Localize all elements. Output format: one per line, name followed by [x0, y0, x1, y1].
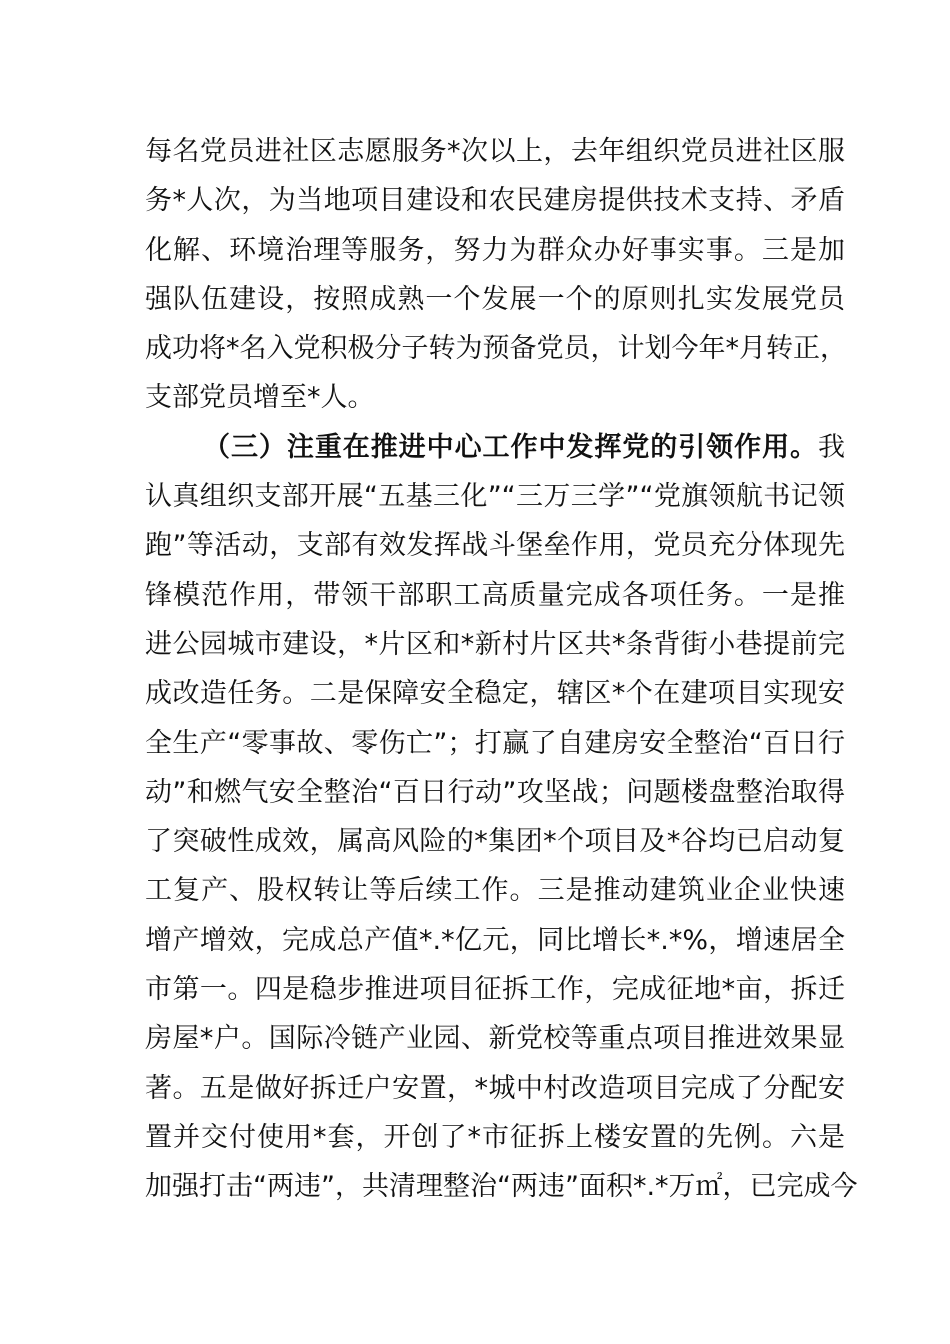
- paragraph-line: 强队伍建设，按照成熟一个发展一个的原则扎实发展党员: [145, 283, 845, 315]
- paragraph-line: 增产增效，完成总产值*.*亿元，同比增长*.*%，增速居全: [145, 924, 845, 956]
- paragraph-line: 锋模范作用，带领干部职工高质量完成各项任务。一是推: [145, 579, 845, 611]
- paragraph-line: 成改造任务。二是保障安全稳定，辖区*个在建项目实现安: [145, 678, 845, 710]
- paragraph-line: 房屋*户。国际冷链产业园、新党校等重点项目推进效果显: [145, 1023, 845, 1055]
- paragraph-line: 成功将*名入党积极分子转为预备党员，计划今年*月转正，: [145, 333, 847, 365]
- section-heading: （三）注重在推进中心工作中发挥党的引领作用。: [203, 431, 818, 463]
- paragraph-line: 市第一。四是稳步推进项目征拆工作，完成征地*亩，拆迁: [145, 974, 845, 1006]
- section-heading-tail: 我: [818, 431, 845, 463]
- paragraph-line: 认真组织支部开展“五基三化”“三万三学”“党旗领航书记领: [145, 481, 845, 513]
- paragraph-line: 全生产“零事故、零伤亡”；打赢了自建房安全整治“百日行: [145, 727, 845, 759]
- paragraph-line: 工复产、股权转让等后续工作。三是推动建筑业企业快速: [145, 875, 845, 907]
- section-heading-line: [145, 423, 845, 472]
- paragraph-line: 置并交付使用*套，开创了*市征拆上楼安置的先例。六是: [145, 1121, 845, 1153]
- paragraph-line: 著。五是做好拆迁户安置，*城中村改造项目完成了分配安: [145, 1072, 845, 1104]
- paragraph-line: 务*人次，为当地项目建设和农民建房提供技术支持、矛盾: [145, 185, 845, 217]
- paragraph-line: 进公园城市建设，*片区和*新村片区共*条背街小巷提前完: [145, 628, 845, 660]
- paragraph-line: 加强打击“两违”，共清理整治“两违”面积*.*万㎡，已完成今: [145, 1171, 858, 1203]
- paragraph-line: 化解、环境治理等服务，努力为群众办好事实事。三是加: [145, 234, 845, 266]
- document-body: [145, 127, 858, 1212]
- paragraph-line: 支部党员增至*人。: [145, 382, 375, 414]
- paragraph-line: 每名党员进社区志愿服务*次以上，去年组织党员进社区服: [145, 136, 845, 167]
- paragraph-line: 动”和燃气安全整治“百日行动”攻坚战；问题楼盘整治取得: [145, 776, 845, 808]
- paragraph-line: 跑”等活动，支部有效发挥战斗堡垒作用，党员充分体现先: [145, 530, 845, 562]
- paragraph-line: 了突破性成效，属高风险的*集团*个项目及*谷均已启动复: [145, 826, 845, 858]
